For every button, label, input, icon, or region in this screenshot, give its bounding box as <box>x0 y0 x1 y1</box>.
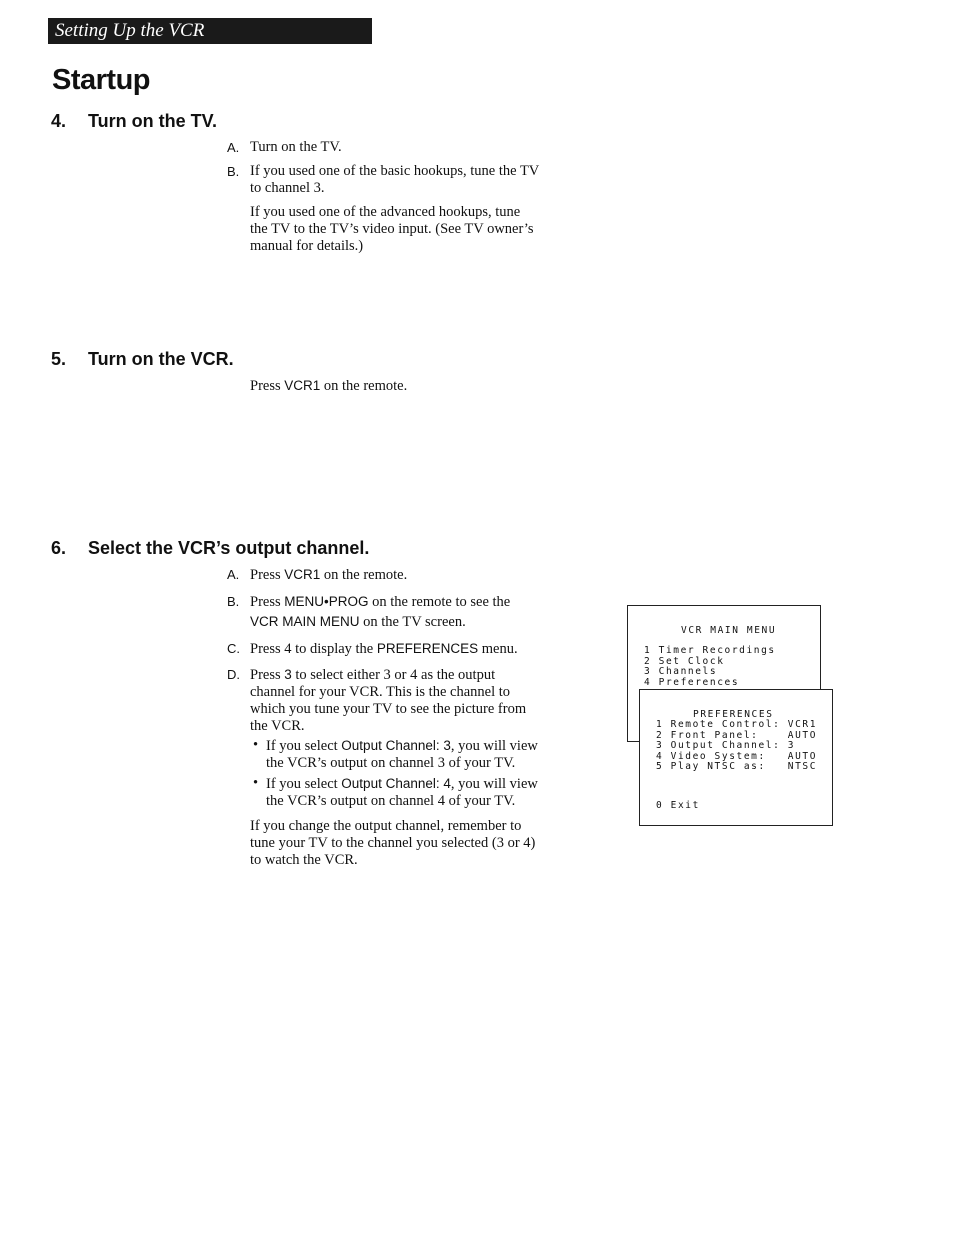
text: Press <box>250 378 285 394</box>
key-name: VCR MAIN MENU <box>250 614 360 629</box>
text: menu. <box>478 641 518 657</box>
step-title: Turn on the VCR. <box>88 349 234 369</box>
key-name: Output Channel: 4 <box>341 776 451 791</box>
list-item <box>227 666 539 735</box>
menu-exit-item: 0 Exit <box>656 800 700 812</box>
menu-item: 1 Remote Control: VCR1 <box>656 719 818 731</box>
key-name: 3 <box>284 667 292 682</box>
step-title: Turn on the TV. <box>88 111 217 131</box>
text: Press <box>250 667 285 683</box>
text: Press 4 to display the <box>250 641 377 657</box>
item-text: If you used one of the basic hookups, tune the TV to channel 3. <box>250 163 540 196</box>
key-name: Output Channel: 3 <box>341 738 451 753</box>
text: on the TV screen. <box>359 614 466 630</box>
item-text: Turn on the TV. <box>250 139 342 155</box>
step-6-heading <box>51 538 369 559</box>
item-label: A. <box>227 567 240 582</box>
text: on the remote. <box>320 378 408 394</box>
preferences-menu-screen <box>639 689 833 826</box>
text: , you will view the VCR’s output on channel 4 of your TV. <box>266 776 538 809</box>
item-label: B. <box>227 164 240 179</box>
list-item <box>227 139 539 156</box>
key-name: PREFERENCES <box>376 641 479 656</box>
menu-title: VCR MAIN MENU <box>681 625 777 636</box>
bullet-icon: • <box>253 737 259 753</box>
menu-item: 5 Play NTSC as: NTSC <box>656 761 818 773</box>
step-number: 6. <box>51 538 67 558</box>
menu-item: 2 Front Panel: AUTO <box>656 729 818 741</box>
text: on the remote. <box>320 567 408 583</box>
text: on the remote to see the <box>368 594 511 610</box>
item-label: D. <box>227 667 240 682</box>
step-5-heading <box>51 349 234 370</box>
list-item <box>227 640 539 658</box>
text: Press <box>250 567 285 583</box>
step-5-body <box>227 377 539 402</box>
key-name: MENU•PROG <box>284 594 369 609</box>
list-item <box>227 163 539 197</box>
item-label: C. <box>227 641 240 656</box>
menu-item: 4 Video System: AUTO <box>656 750 818 762</box>
step-text <box>227 377 539 395</box>
text: , you will view the VCR’s output on channel 3 of your TV. <box>266 738 538 771</box>
text: If you select <box>266 738 342 754</box>
step-number: 5. <box>51 349 67 369</box>
section-title: Setting Up the VCR <box>55 20 205 41</box>
step-4-heading <box>51 111 217 132</box>
bullet-item <box>227 775 539 810</box>
list-item <box>227 566 539 584</box>
step-4-body <box>227 139 539 262</box>
menu-item: 3 Channels <box>644 666 718 678</box>
key-name: VCR1 <box>284 567 321 582</box>
text: Press <box>250 594 285 610</box>
menu-title: PREFERENCES <box>693 709 774 720</box>
menu-item: 2 Set Clock <box>644 655 725 667</box>
key-name: VCR1 <box>284 378 321 393</box>
step-title: Select the VCR’s output channel. <box>88 538 370 558</box>
menu-item: 3 Output Channel: 3 <box>656 740 796 752</box>
text: If you select <box>266 776 342 792</box>
list-item <box>227 592 539 632</box>
step-note: If you used one of the advanced hookups, tune the TV to the TV’s video input. (See TV owner’s manual for details.) <box>250 204 534 254</box>
menu-item: 1 Timer Recordings <box>644 645 776 657</box>
step-note: If you change the output channel, remember to tune your TV to the channel you selected (3 or 4) to watch the VCR. <box>250 818 536 868</box>
section-header-bar <box>48 18 372 44</box>
item-label: A. <box>227 140 240 155</box>
step-6-body <box>227 566 539 876</box>
menu-item: 4 Preferences <box>644 676 740 688</box>
bullet-icon: • <box>253 775 259 791</box>
step-number: 4. <box>51 111 67 131</box>
item-label: B. <box>227 594 240 609</box>
bullet-item <box>227 737 539 772</box>
page-title: Startup <box>52 64 150 96</box>
text: to select either 3 or 4 as the output channel for your VCR. This is the channel to which you tune your TV to see the picture from the VCR. <box>250 667 527 734</box>
